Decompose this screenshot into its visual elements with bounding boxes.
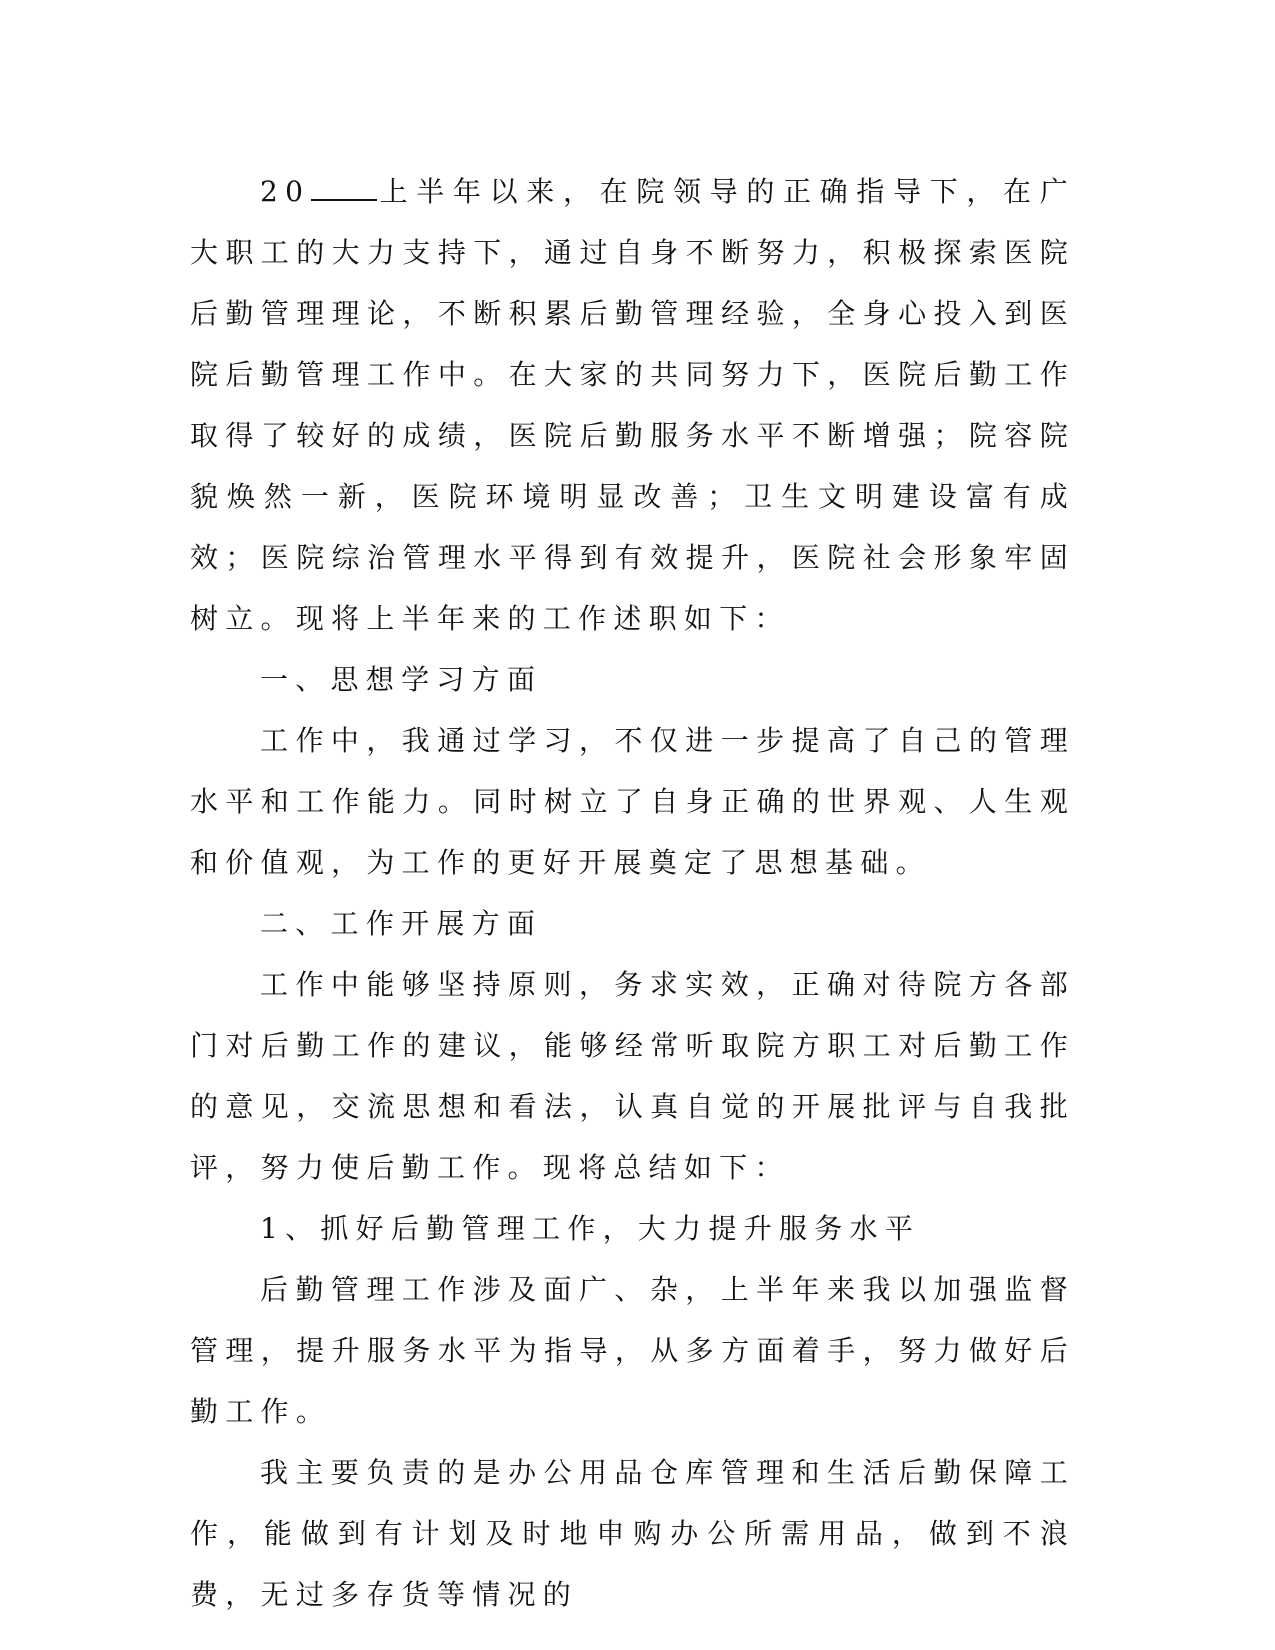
- paragraph-responsibility: 我主要负责的是办公用品仓库管理和生活后勤保障工作，能做到有计划及时地申购办公所需用品，做到不浪费，无过多存货等情况的: [190, 1456, 1075, 1611]
- section-heading-study: 一、思想学习方面: [260, 663, 543, 696]
- section-heading-work: 二、工作开展方面: [260, 907, 543, 940]
- paragraph-intro: [190, 161, 1075, 649]
- year-blank-underline: [311, 177, 377, 201]
- paragraph-logistics: 后勤管理工作涉及面广、杂，上半年来我以加强监督管理，提升服务水平为指导，从多方面着手，努力做好后勤工作。: [190, 1273, 1075, 1428]
- paragraph-intro-text: 上半年以来，在院领导的正确指导下，在广大职工的大力支持下，通过自身不断努力，积极探索医院后勤管理理论，不断积累后勤管理经验，全身心投入到医院后勤管理工作中。在大家的共同努力下，医院后勤工作取得了较好的成绩，医院后勤服务水平不断增强；院容院貌焕然一新，医院环境明显改善；卫生文明建设富有成效；医院综治管理水平得到有效提升，医院社会形象牢固树立。现将上半年来的工作述职如下：: [190, 175, 1075, 635]
- paragraph-study: 工作中，我通过学习，不仅进一步提高了自己的管理水平和工作能力。同时树立了自身正确的世界观、人生观和价值观，为工作的更好开展奠定了思想基础。: [190, 724, 1075, 879]
- paragraph-work: 工作中能够坚持原则，务求实效，正确对待院方各部门对后勤工作的建议，能够经常听取院方职工对后勤工作的意见，交流思想和看法，认真自觉的开展批评与自我批评，努力使后勤工作。现将总结如下：: [190, 968, 1075, 1184]
- document-body: [190, 161, 1075, 1625]
- year-prefix: 20: [260, 175, 311, 208]
- subsection-heading-logistics: 1、抓好后勤管理工作，大力提升服务水平: [260, 1212, 921, 1245]
